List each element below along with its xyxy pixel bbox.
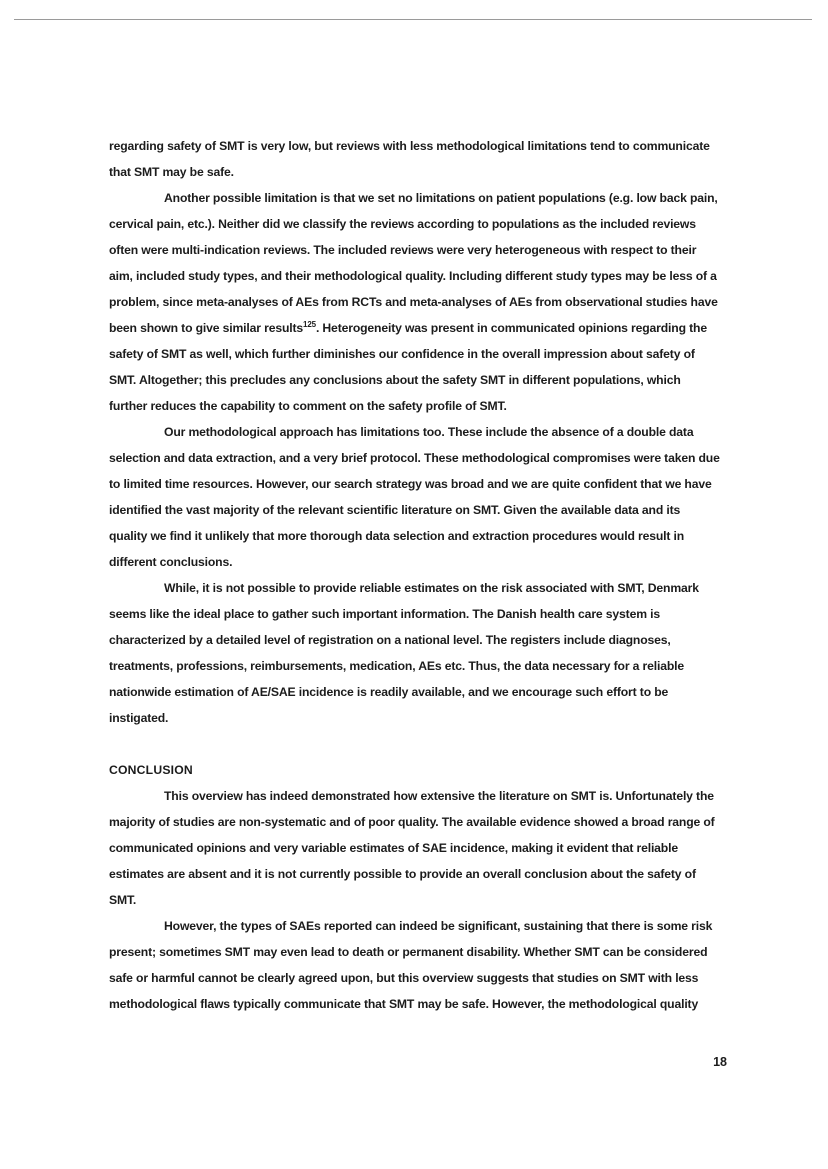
header-rule <box>14 19 812 20</box>
paragraph-conclusion-overview: This overview has indeed demonstrated how extensive the literature on SMT is. Unfortunately the majority of studies are non-systematic and of poor quality. The available evidence showed a broad range of communicated opinions and very variable estimates of SAE incidence, making it evident that reliable estimates are absent and it is not currently possible to provide an overall conclusion about the safety of SMT. <box>109 789 715 907</box>
paragraph-conclusion-risk: However, the types of SAEs reported can indeed be significant, sustaining that there is some risk present; sometimes SMT may even lead to death or permanent disability. Whether SMT can be considered safe or harmful cannot be clearly agreed upon, but this overview suggests that studies on SMT with less methodological flaws typically communicate that SMT may be safe. However, the methodological quality <box>109 919 713 1011</box>
paragraph-text: . Heterogeneity was present in communicated opinions regarding the safety of SMT as well, which further diminishes our confidence in the overall impression about safety of SMT. Altogether; this precludes any conclusions about the safety SMT in different populations, which further reduces the capability to comment on the safety profile of SMT. <box>109 321 707 413</box>
page-number: 18 <box>713 1055 727 1069</box>
paragraph-continued: regarding safety of SMT is very low, but reviews with less methodological limitations tend to communicate that SMT may be safe. <box>109 139 710 179</box>
section-heading-conclusion: CONCLUSION <box>109 763 193 777</box>
paragraph-limitations-populations <box>109 185 721 419</box>
body-text <box>109 133 721 1017</box>
paragraph-text: Another possible limitation is that we set no limitations on patient populations (e.g. low back pain, cervical pain, etc.). Neither did we classify the reviews according to populations as the included reviews often were multi-indication reviews. The included reviews were very heterogeneous with respect to their aim, included study types, and their methodological quality. Including different study types may be less of a problem, since meta-analyses of AEs from RCTs and meta-analyses of AEs from observational studies have been shown to give similar results <box>109 191 718 335</box>
paragraph-methodological-approach: Our methodological approach has limitations too. These include the absence of a double data selection and data extraction, and a very brief protocol. These methodological compromises were taken due to limited time resources. However, our search strategy was broad and we are quite confident that we have identified the vast majority of the relevant scientific literature on SMT. Given the available data and its quality we find it unlikely that more thorough data selection and extraction procedures would result in different conclusions. <box>109 425 720 569</box>
paragraph-denmark: While, it is not possible to provide reliable estimates on the risk associated with SMT, Denmark seems like the ideal place to gather such important information. The Danish health care system is characterized by a detailed level of registration on a national level. The registers include diagnoses, treatments, professions, reimbursements, medication, AEs etc. Thus, the data necessary for a reliable nationwide estimation of AE/SAE incidence is readily available, and we encourage such effort to be instigated. <box>109 581 699 725</box>
citation-reference: 125 <box>303 320 316 329</box>
